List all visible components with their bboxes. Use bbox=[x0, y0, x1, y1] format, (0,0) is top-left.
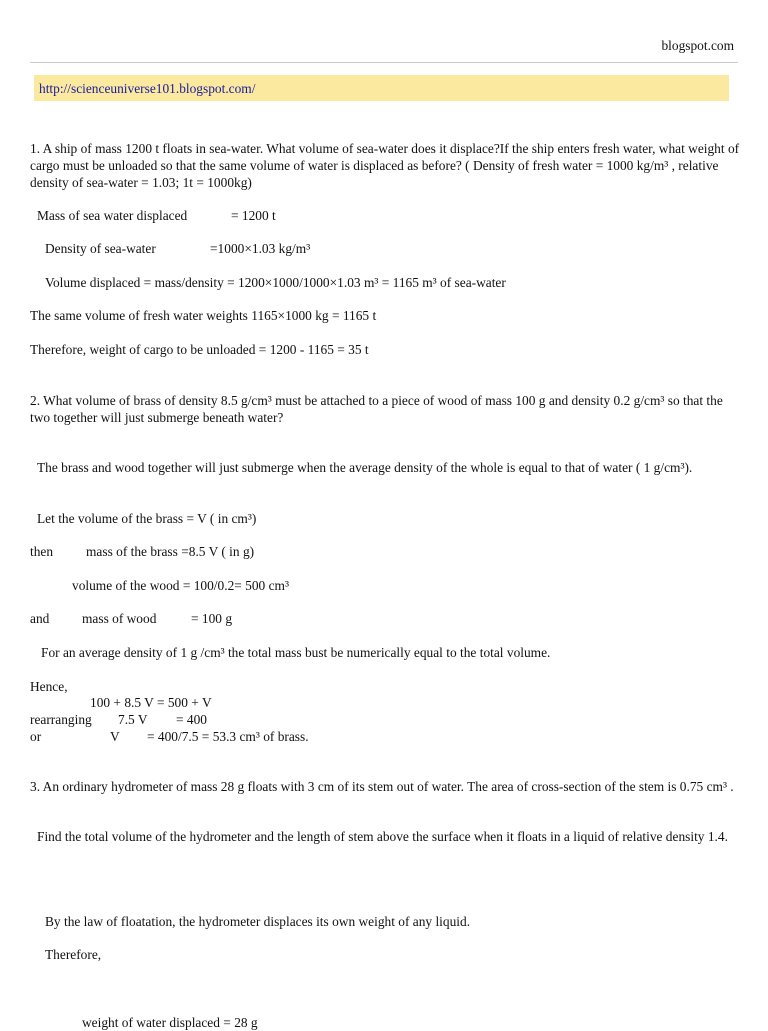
q2-equation-1: 100 + 8.5 V = 500 + V bbox=[90, 695, 212, 710]
q2-hence: Hence, bbox=[30, 679, 68, 694]
q1-line-5: Therefore, weight of cargo to be unloaded = 1200 - 1165 = 35 t bbox=[30, 342, 369, 357]
q2-line-3: volume of the wood = 100/0.2= 500 cm³ bbox=[72, 578, 289, 593]
q1-line-2: Density of sea-water =1000×1.03 kg/m³ bbox=[45, 241, 311, 256]
url-banner bbox=[34, 75, 729, 101]
q1-line-1: Mass of sea water displaced = 1200 t bbox=[37, 208, 276, 223]
q3-paragraph: Find the total volume of the hydrometer and the length of stem above the surface when it floats in a liquid of relative density 1.4. bbox=[37, 829, 728, 844]
q3-line-1: By the law of floatation, the hydrometer displaces its own weight of any liquid. bbox=[45, 914, 471, 929]
q2-paragraph: The brass and wood together will just submerge when the average density of the whole is equal to that of water ( 1 g/cm³). bbox=[37, 460, 693, 475]
header-divider bbox=[30, 62, 738, 63]
blog-url-link[interactable]: http://scienceuniverse101.blogspot.com/ bbox=[39, 81, 256, 96]
q3-line-3: weight of water displaced = 28 g bbox=[82, 1015, 258, 1030]
q2-line-4: and mass of wood = 100 g bbox=[30, 611, 233, 626]
q2-question: 2. What volume of brass of density 8.5 g/cm³ must be attached to a piece of wood of mass 100 g and density 0.2 g/cm³ so that the two together will just submerge beneath water? bbox=[30, 393, 723, 425]
q2-line-2: then mass of the brass =8.5 V ( in g) bbox=[30, 544, 255, 559]
site-name: blogspot.com bbox=[661, 38, 734, 53]
q2-line-1: Let the volume of the brass = V ( in cm³) bbox=[37, 511, 257, 526]
q2-equation-2: rearranging 7.5 V = 400 bbox=[30, 712, 207, 727]
q1-line-3: Volume displaced = mass/density = 1200×1000/1000×1.03 m³ = 1165 m³ of sea-water bbox=[45, 275, 506, 290]
q3-question: 3. An ordinary hydrometer of mass 28 g floats with 3 cm of its stem out of water. The area of cross-section of the stem is 0.75 cm³ . bbox=[30, 779, 734, 794]
q2-equation-3: or V = 400/7.5 = 53.3 cm³ of brass. bbox=[30, 729, 309, 744]
q2-line-5: For an average density of 1 g /cm³ the total mass bust be numerically equal to the total volume. bbox=[41, 645, 551, 660]
q3-line-2: Therefore, bbox=[45, 947, 102, 962]
q1-question: 1. A ship of mass 1200 t floats in sea-water. What volume of sea-water does it displace?If the ship enters fresh water, what weight of cargo must be unloaded so that the same volume of water is displaced as before? ( Density of fresh water = 1000 kg/m³ , relative density of sea-water = 1.03; 1t = 1000kg) bbox=[30, 141, 740, 190]
q1-line-4: The same volume of fresh water weights 1165×1000 kg = 1165 t bbox=[30, 308, 377, 323]
